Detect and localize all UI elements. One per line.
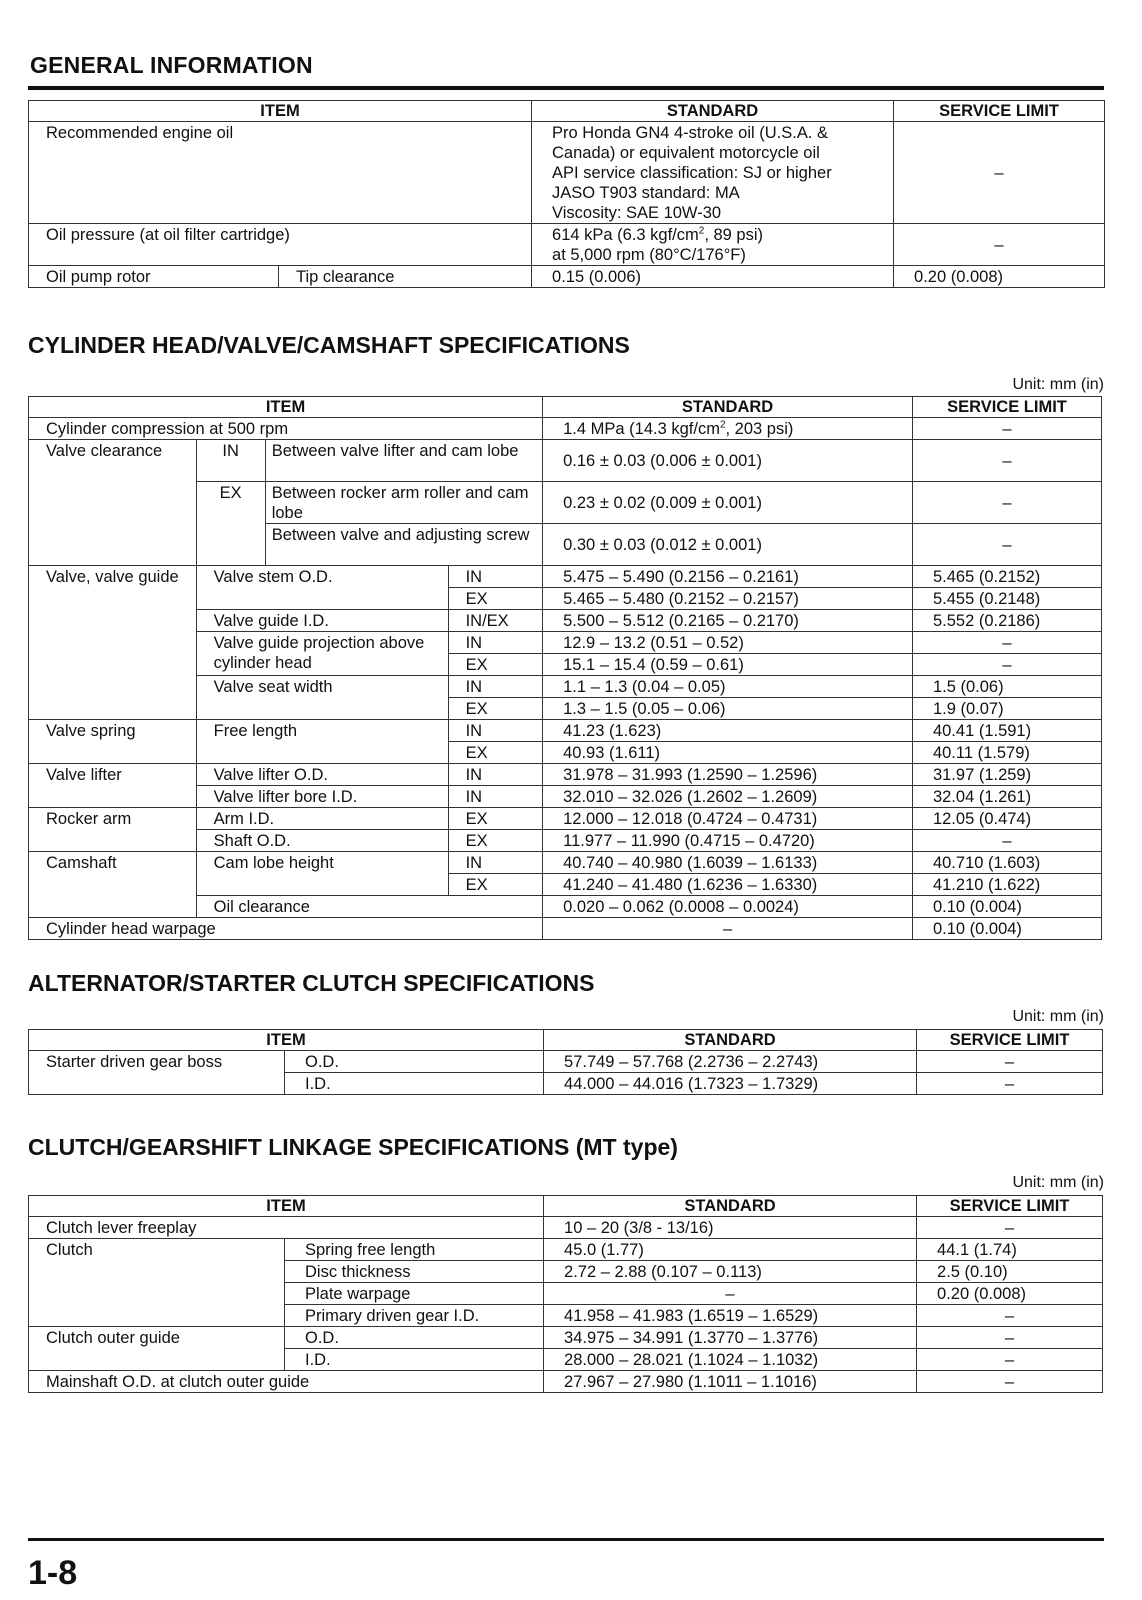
table-row (29, 1239, 1103, 1261)
page-number: 1-8 (28, 1554, 78, 1592)
side-cell: IN (448, 676, 543, 698)
sub-item-cell: O.D. (285, 1051, 544, 1073)
standard-cell: 40.93 (1.611) (543, 742, 913, 764)
sub-item-cell: Free length (196, 720, 448, 764)
standard-cell: 2.72 – 2.88 (0.107 – 0.113) (544, 1261, 917, 1283)
standard-cell: 0.30 ± 0.03 (0.012 ± 0.001) (543, 524, 913, 566)
limit-cell: 40.41 (1.591) (912, 720, 1101, 742)
limit-cell: 5.465 (0.2152) (912, 566, 1101, 588)
cylinder-spec-table (28, 396, 1102, 940)
description-cell: Between valve lifter and cam lobe (265, 440, 542, 482)
sub-item-cell: Spring free length (285, 1239, 544, 1261)
limit-cell: 1.9 (0.07) (912, 698, 1101, 720)
item-cell: Recommended engine oil (29, 122, 532, 224)
standard-cell: 45.0 (1.77) (544, 1239, 917, 1261)
standard-cell: 5.475 – 5.490 (0.2156 – 0.2161) (543, 566, 913, 588)
standard-line: Canada) or equivalent motorcycle oil (552, 144, 820, 162)
group-label-cell: Starter driven gear boss (29, 1051, 285, 1095)
group-label-cell: Valve spring (29, 720, 197, 764)
side-cell: EX (448, 808, 543, 830)
standard-cell: 41.240 – 41.480 (1.6236 – 1.6330) (543, 874, 913, 896)
standard-line: JASO T903 standard: MA (552, 184, 740, 202)
side-cell: EX (448, 874, 543, 896)
page-header: GENERAL INFORMATION (30, 52, 313, 78)
group-label-cell: Clutch (29, 1239, 285, 1327)
standard-cell: – (544, 1283, 917, 1305)
table-row (29, 566, 1102, 588)
standard-cell: 1.1 – 1.3 (0.04 – 0.05) (543, 676, 913, 698)
item-cell: Clutch lever freeplay (29, 1217, 544, 1239)
col-limit-header: SERVICE LIMIT (894, 101, 1105, 122)
table-row (29, 852, 1102, 874)
limit-cell: – (917, 1327, 1103, 1349)
item-cell: Cylinder head warpage (29, 918, 543, 940)
limit-cell: – (912, 418, 1101, 440)
col-item-header: ITEM (29, 1196, 544, 1217)
col-limit-header: SERVICE LIMIT (912, 397, 1101, 418)
standard-line: API service classification: SJ or higher (552, 164, 832, 182)
col-standard-header: STANDARD (544, 1196, 917, 1217)
limit-cell: 12.05 (0.474) (912, 808, 1101, 830)
item-cell: Cylinder compression at 500 rpm (29, 418, 543, 440)
limit-cell: – (917, 1073, 1103, 1095)
item-cell: Oil pump rotor (29, 266, 279, 288)
sub-item-cell: Arm I.D. (196, 808, 448, 830)
standard-cell: 0.16 ± 0.03 (0.006 ± 0.001) (543, 440, 913, 482)
col-item-header: ITEM (29, 1030, 544, 1051)
sub-item-cell: Disc thickness (285, 1261, 544, 1283)
limit-cell: – (912, 830, 1101, 852)
limit-cell: – (912, 524, 1101, 566)
limit-cell: – (917, 1349, 1103, 1371)
limit-cell: – (912, 482, 1101, 524)
limit-cell: – (917, 1217, 1103, 1239)
standard-cell: 0.15 (0.006) (532, 266, 894, 288)
table-header-row (29, 397, 1102, 418)
clutch-unit-label: Unit: mm (in) (1012, 1174, 1104, 1191)
standard-cell: 41.23 (1.623) (543, 720, 913, 742)
alternator-section-title: ALTERNATOR/STARTER CLUTCH SPECIFICATIONS (28, 970, 595, 996)
limit-cell: – (917, 1371, 1103, 1393)
group-label-cell: Valve clearance (29, 440, 197, 566)
sub-item-cell: Valve guide I.D. (196, 610, 448, 632)
standard-cell: 12.000 – 12.018 (0.4724 – 0.4731) (543, 808, 913, 830)
table-row (29, 440, 1102, 482)
standard-cell: 44.000 – 44.016 (1.7323 – 1.7329) (544, 1073, 917, 1095)
table-header-row (29, 1196, 1103, 1217)
general-spec-table (28, 100, 1105, 288)
table-row (29, 266, 1105, 288)
sub-item-cell: Shaft O.D. (196, 830, 448, 852)
limit-cell: – (912, 632, 1101, 654)
sub-item-cell: Valve guide projection above cylinder head (196, 632, 448, 676)
limit-cell: 1.5 (0.06) (912, 676, 1101, 698)
limit-cell: 0.10 (0.004) (912, 896, 1101, 918)
description-cell: Between valve and adjusting screw (265, 524, 542, 566)
standard-cell: 1.4 MPa (14.3 kgf/$cm^2$, 203 psi) (543, 418, 913, 440)
limit-cell: – (894, 224, 1105, 266)
sub-item-cell: Cam lobe height (196, 852, 448, 896)
sub-item-cell: Tip clearance (279, 266, 532, 288)
group-label-cell: Valve lifter (29, 764, 197, 808)
side-cell: IN (448, 566, 543, 588)
footer-rule (28, 1538, 1104, 1541)
group-label-cell: Clutch outer guide (29, 1327, 285, 1371)
table-row (29, 1327, 1103, 1349)
alternator-spec-table (28, 1029, 1103, 1095)
standard-cell (532, 122, 894, 224)
sub-item-cell: Plate warpage (285, 1283, 544, 1305)
standard-line: Pro Honda GN4 4-stroke oil (U.S.A. & (552, 124, 829, 142)
standard-cell: 28.000 – 28.021 (1.1024 – 1.1032) (544, 1349, 917, 1371)
side-cell: EX (448, 742, 543, 764)
col-standard-header: STANDARD (532, 101, 894, 122)
col-item-header: ITEM (29, 397, 543, 418)
limit-cell: – (894, 122, 1105, 224)
limit-cell: 5.552 (0.2186) (912, 610, 1101, 632)
col-standard-header: STANDARD (543, 397, 913, 418)
limit-cell: 2.5 (0.10) (917, 1261, 1103, 1283)
table-row (29, 918, 1102, 940)
table-row (29, 808, 1102, 830)
side-cell: EX (448, 698, 543, 720)
sub-item-cell: Valve stem O.D. (196, 566, 448, 610)
table-row (29, 1051, 1103, 1073)
limit-cell: – (917, 1305, 1103, 1327)
header-rule (28, 86, 1104, 90)
limit-cell: 0.20 (0.008) (894, 266, 1105, 288)
sub-item-cell: Primary driven gear I.D. (285, 1305, 544, 1327)
side-cell: IN (448, 764, 543, 786)
sub-item-cell: Valve lifter bore I.D. (196, 786, 448, 808)
standard-cell: 0.020 – 0.062 (0.0008 – 0.0024) (543, 896, 913, 918)
table-header-row (29, 101, 1105, 122)
sub-item-cell: I.D. (285, 1073, 544, 1095)
col-limit-header: SERVICE LIMIT (917, 1196, 1103, 1217)
side-cell: IN/EX (448, 610, 543, 632)
col-limit-header: SERVICE LIMIT (917, 1030, 1103, 1051)
limit-cell: – (912, 654, 1101, 676)
table-row (29, 1217, 1103, 1239)
description-cell: Between rocker arm roller and cam lobe (265, 482, 542, 524)
group-label-cell: Rocker arm (29, 808, 197, 852)
limit-cell: 32.04 (1.261) (912, 786, 1101, 808)
limit-cell: – (917, 1051, 1103, 1073)
standard-cell: 57.749 – 57.768 (2.2736 – 2.2743) (544, 1051, 917, 1073)
standard-line: Viscosity: SAE 10W-30 (552, 204, 722, 222)
col-standard-header: STANDARD (544, 1030, 917, 1051)
side-cell: EX (448, 654, 543, 676)
standard-cell: 34.975 – 34.991 (1.3770 – 1.3776) (544, 1327, 917, 1349)
side-cell: IN (448, 632, 543, 654)
standard-cell: – (543, 918, 913, 940)
side-cell: EX (196, 482, 265, 566)
standard-cell: 40.740 – 40.980 (1.6039 – 1.6133) (543, 852, 913, 874)
standard-cell: 32.010 – 32.026 (1.2602 – 1.2609) (543, 786, 913, 808)
standard-cell: 1.3 – 1.5 (0.05 – 0.06) (543, 698, 913, 720)
clutch-spec-table (28, 1195, 1103, 1393)
col-item-header: ITEM (29, 101, 532, 122)
standard-line: 614 kPa (6.3 kgf/$cm^2$, 89 psi) (552, 225, 764, 244)
side-cell: IN (448, 720, 543, 742)
standard-cell: 27.967 – 27.980 (1.1011 – 1.1016) (544, 1371, 917, 1393)
standard-cell: 5.465 – 5.480 (0.2152 – 0.2157) (543, 588, 913, 610)
limit-cell: 40.710 (1.603) (912, 852, 1101, 874)
standard-cell: 11.977 – 11.990 (0.4715 – 0.4720) (543, 830, 913, 852)
standard-cell: 31.978 – 31.993 (1.2590 – 1.2596) (543, 764, 913, 786)
table-row (29, 122, 1105, 224)
limit-cell: 0.10 (0.004) (912, 918, 1101, 940)
standard-cell: 41.958 – 41.983 (1.6519 – 1.6529) (544, 1305, 917, 1327)
cylinder-section-title: CYLINDER HEAD/VALVE/CAMSHAFT SPECIFICATIONS (28, 332, 630, 358)
clutch-section-title: CLUTCH/GEARSHIFT LINKAGE SPECIFICATIONS (MT type) (28, 1134, 678, 1160)
limit-cell: 31.97 (1.259) (912, 764, 1101, 786)
table-row (29, 418, 1102, 440)
limit-cell: 41.210 (1.622) (912, 874, 1101, 896)
item-cell: Mainshaft O.D. at clutch outer guide (29, 1371, 544, 1393)
side-cell: EX (448, 588, 543, 610)
sub-item-cell: Oil clearance (196, 896, 542, 918)
sub-item-cell: I.D. (285, 1349, 544, 1371)
side-cell: IN (448, 786, 543, 808)
item-cell: Oil pressure (at oil filter cartridge) (29, 224, 532, 266)
limit-cell: 0.20 (0.008) (917, 1283, 1103, 1305)
table-row (29, 224, 1105, 266)
sub-item-cell: O.D. (285, 1327, 544, 1349)
alternator-unit-label: Unit: mm (in) (1012, 1008, 1104, 1025)
limit-cell: 40.11 (1.579) (912, 742, 1101, 764)
standard-cell: 10 – 20 (3/8 - 13/16) (544, 1217, 917, 1239)
group-label-cell: Valve, valve guide (29, 566, 197, 720)
standard-cell: 0.23 ± 0.02 (0.009 ± 0.001) (543, 482, 913, 524)
side-cell: EX (448, 830, 543, 852)
sub-item-cell: Valve lifter O.D. (196, 764, 448, 786)
table-header-row (29, 1030, 1103, 1051)
sub-item-cell: Valve seat width (196, 676, 448, 720)
standard-cell: 15.1 – 15.4 (0.59 – 0.61) (543, 654, 913, 676)
side-cell: IN (196, 440, 265, 482)
limit-cell: – (912, 440, 1101, 482)
table-row (29, 720, 1102, 742)
group-label-cell: Camshaft (29, 852, 197, 918)
standard-cell (532, 224, 894, 266)
limit-cell: 5.455 (0.2148) (912, 588, 1101, 610)
side-cell: IN (448, 852, 543, 874)
table-row (29, 764, 1102, 786)
table-row (29, 1371, 1103, 1393)
standard-cell: 12.9 – 13.2 (0.51 – 0.52) (543, 632, 913, 654)
cylinder-unit-label: Unit: mm (in) (1012, 376, 1104, 393)
standard-cell: 5.500 – 5.512 (0.2165 – 0.2170) (543, 610, 913, 632)
standard-line: at 5,000 rpm (80°C/176°F) (552, 246, 746, 264)
limit-cell: 44.1 (1.74) (917, 1239, 1103, 1261)
